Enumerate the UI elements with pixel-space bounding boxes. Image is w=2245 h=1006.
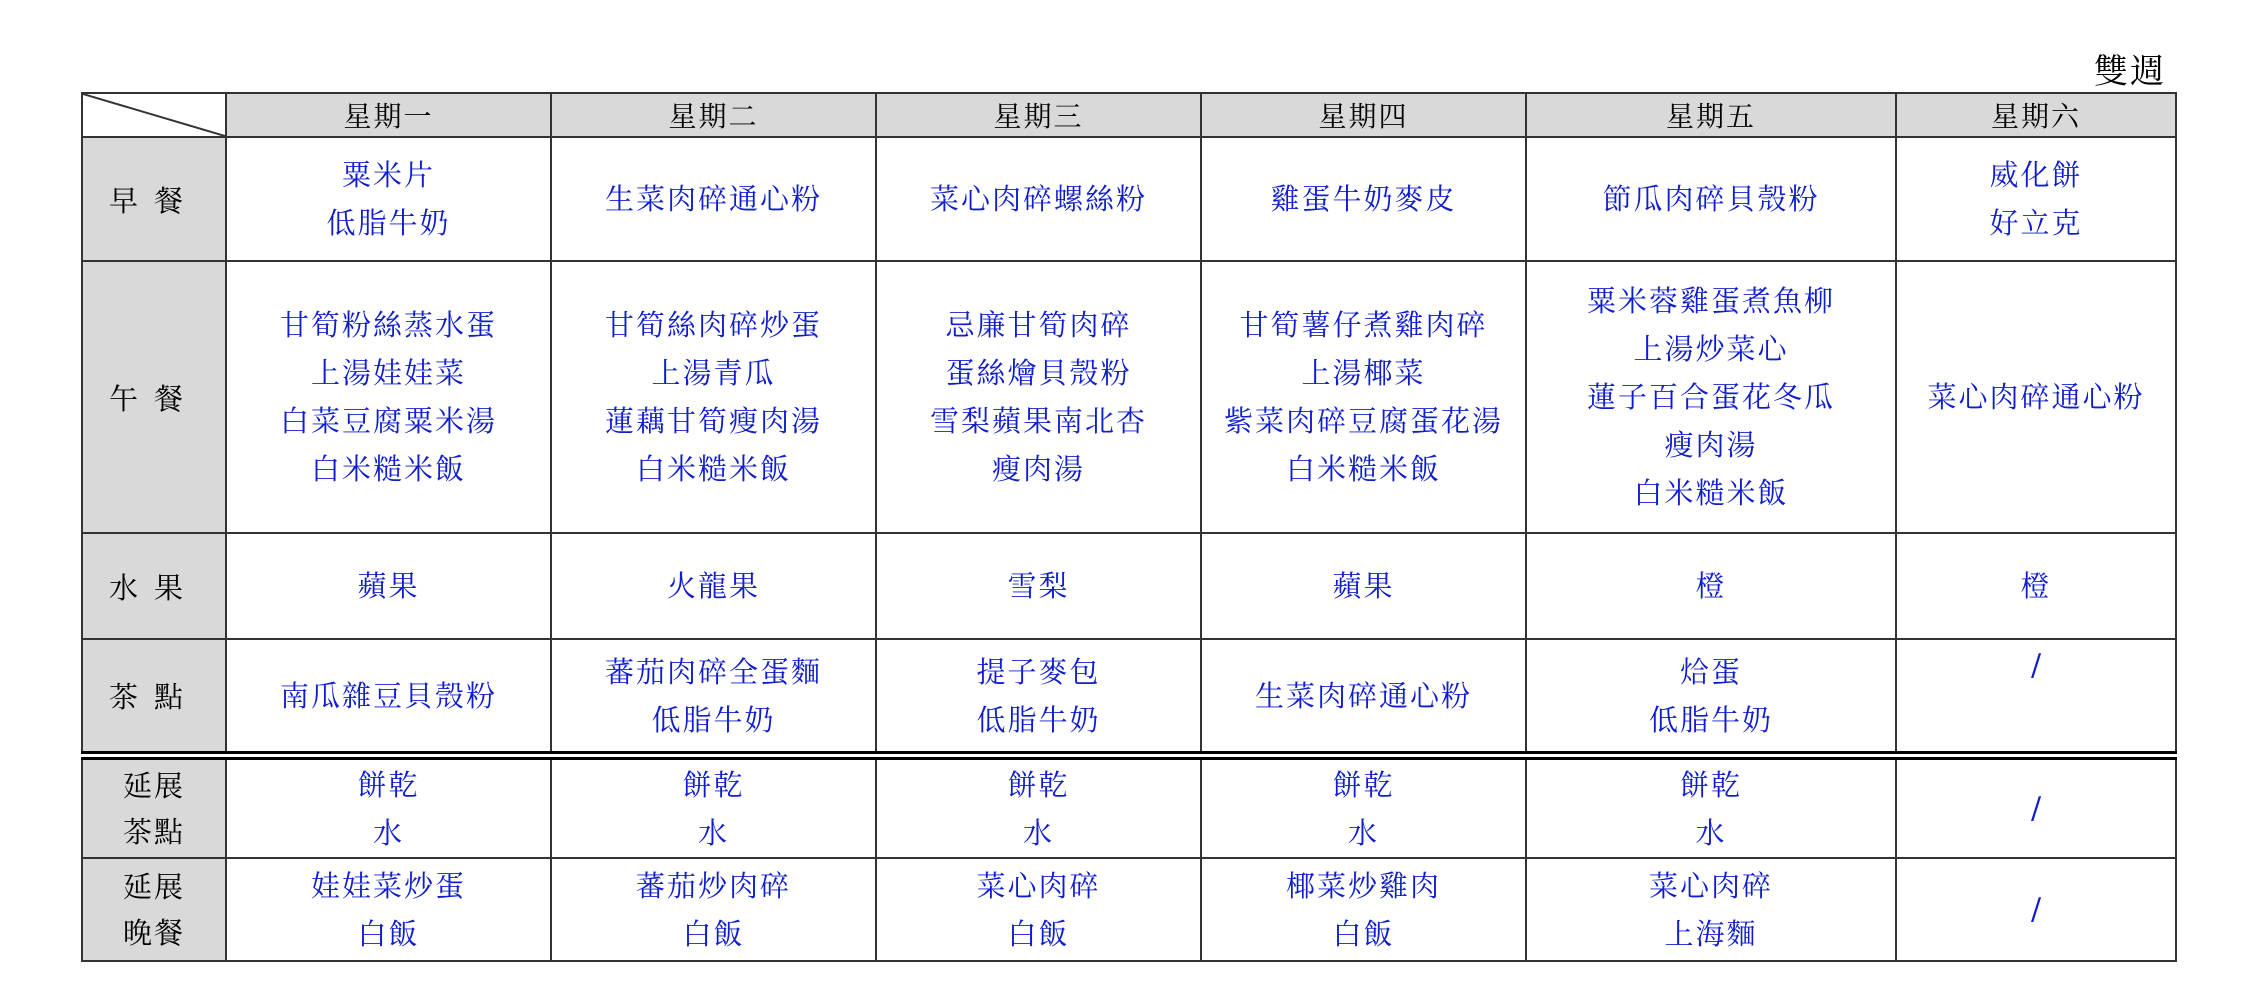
food-item: 白飯 (1007, 916, 1070, 951)
food-item: 好立克 (1989, 206, 2083, 240)
food-item: 上海麵 (1664, 916, 1758, 951)
meal-label-extended-tea (82, 756, 226, 859)
food-item: 粟米蓉雞蛋煮魚柳 (1586, 284, 1835, 318)
food-item: 甘筍粉絲蒸水蛋 (279, 308, 497, 342)
food-item: 低脂牛奶 (651, 702, 776, 737)
menu-cell-extended-tea-tuesday (551, 756, 876, 859)
menu-cell-tea-monday (226, 639, 551, 756)
food-item: 蓮子百合蛋花冬瓜 (1586, 380, 1835, 414)
menu-cell-lunch-friday (1526, 261, 1896, 533)
day-header-saturday: 星期六 (1896, 93, 2176, 137)
meal-row-lunch (82, 261, 2176, 533)
menu-cell-tea-thursday (1201, 639, 1526, 756)
food-item: 忌廉甘筍肉碎 (945, 308, 1132, 342)
food-item: 水 (372, 815, 404, 850)
food-item: 上湯娃娃菜 (310, 356, 466, 390)
food-item: 橙 (2020, 569, 2052, 603)
food-item: 白飯 (682, 916, 745, 951)
food-item: 餅乾 (357, 767, 420, 802)
menu-cell-lunch-wednesday (876, 261, 1201, 533)
menu-cell-lunch-thursday (1201, 261, 1526, 533)
meal-label-lunch: 午餐 (82, 261, 226, 533)
menu-cell-breakfast-thursday (1201, 137, 1526, 261)
food-item: 甘筍薯仔煮雞肉碎 (1239, 308, 1488, 342)
day-header-monday: 星期一 (226, 93, 551, 137)
menu-cell-tea-friday (1526, 639, 1896, 756)
food-item: 烚蛋 (1679, 654, 1742, 689)
food-item: 蕃茄肉碎全蛋麵 (604, 654, 822, 689)
menu-cell-lunch-monday (226, 261, 551, 533)
food-item: 蕃茄炒肉碎 (635, 868, 791, 903)
menu-cell-extended-tea-wednesday (876, 756, 1201, 859)
food-item: 生菜肉碎通心粉 (1254, 678, 1472, 713)
food-item: 白米糙米飯 (635, 452, 791, 486)
food-item: 水 (697, 815, 729, 850)
day-header-friday: 星期五 (1526, 93, 1896, 137)
food-item: 低脂牛奶 (976, 702, 1101, 737)
menu-cell-tea-saturday (1896, 639, 2176, 756)
menu-cell-fruit-saturday (1896, 533, 2176, 639)
food-item: 水 (1695, 815, 1727, 850)
menu-cell-breakfast-tuesday (551, 137, 876, 261)
food-item: 餅乾 (1679, 767, 1742, 802)
food-item: 菜心肉碎螺絲粉 (929, 182, 1147, 216)
meal-row-extended-tea (82, 756, 2176, 859)
food-item: 餅乾 (682, 767, 745, 802)
food-item: 白米糙米飯 (1285, 452, 1441, 486)
meal-label-line: 茶點 (122, 814, 185, 849)
food-item: 節瓜肉碎貝殼粉 (1602, 182, 1820, 216)
food-item: 粟米片 (341, 158, 435, 192)
weekly-menu-table (81, 92, 2177, 962)
day-header-wednesday: 星期三 (876, 93, 1201, 137)
meal-label-fruit: 水果 (82, 533, 226, 639)
menu-cell-extended-dinner-tuesday (551, 858, 876, 961)
food-item: 餅乾 (1007, 767, 1070, 802)
food-item: 白飯 (1332, 916, 1395, 951)
menu-cell-fruit-wednesday (876, 533, 1201, 639)
food-item: 白米糙米飯 (310, 452, 466, 486)
menu-cell-lunch-tuesday (551, 261, 876, 533)
menu-cell-extended-dinner-saturday (1896, 858, 2176, 961)
food-item: 椰菜炒雞肉 (1285, 868, 1441, 903)
food-item: 餅乾 (1332, 767, 1395, 802)
meal-label-breakfast: 早餐 (82, 137, 226, 261)
menu-cell-tea-wednesday (876, 639, 1201, 756)
food-item: 蘋果 (1332, 569, 1395, 603)
no-item-mark: / (2030, 648, 2042, 683)
food-item: 南瓜雜豆貝殼粉 (279, 678, 497, 713)
meal-row-breakfast (82, 137, 2176, 261)
food-item: 上湯椰菜 (1301, 356, 1426, 390)
food-item: 菜心肉碎通心粉 (1927, 380, 2145, 414)
food-item: 低脂牛奶 (326, 206, 451, 240)
food-item: 雪梨蘋果南北杏 (929, 404, 1147, 438)
food-item: 威化餅 (1989, 158, 2083, 192)
week-label: 雙週 (2094, 52, 2166, 92)
meal-label-extended-dinner (82, 858, 226, 961)
food-item: 水 (1022, 815, 1054, 850)
meal-label-line: 延展 (122, 768, 185, 803)
day-header-thursday: 星期四 (1201, 93, 1526, 137)
menu-cell-fruit-tuesday (551, 533, 876, 639)
food-item: 雞蛋牛奶麥皮 (1270, 182, 1457, 216)
food-item: 橙 (1695, 569, 1727, 603)
food-item: 蘋果 (357, 569, 420, 603)
menu-cell-breakfast-saturday (1896, 137, 2176, 261)
meal-row-fruit (82, 533, 2176, 639)
food-item: 瘦肉湯 (1664, 428, 1758, 462)
menu-cell-fruit-monday (226, 533, 551, 639)
food-item: 雪梨 (1007, 569, 1070, 603)
food-item: 甘筍絲肉碎炒蛋 (604, 308, 822, 342)
menu-cell-extended-tea-monday (226, 756, 551, 859)
meal-label-tea: 茶點 (82, 639, 226, 756)
menu-cell-fruit-thursday (1201, 533, 1526, 639)
corner-cell (82, 93, 226, 137)
food-item: 菜心肉碎 (1648, 868, 1773, 903)
day-header-row (82, 93, 2176, 137)
menu-cell-extended-dinner-friday (1526, 858, 1896, 961)
food-item: 水 (1347, 815, 1379, 850)
no-item-mark: / (2030, 791, 2042, 826)
food-item: 上湯炒菜心 (1633, 332, 1789, 366)
food-item: 紫菜肉碎豆腐蛋花湯 (1223, 404, 1503, 438)
menu-cell-breakfast-monday (226, 137, 551, 261)
no-item-mark: / (2030, 892, 2042, 927)
food-item: 白飯 (357, 916, 420, 951)
menu-cell-tea-tuesday (551, 639, 876, 756)
food-item: 低脂牛奶 (1648, 702, 1773, 737)
food-item: 火龍果 (666, 569, 760, 603)
meal-label-line: 晚餐 (122, 915, 185, 950)
food-item: 上湯青瓜 (651, 356, 776, 390)
day-header-tuesday: 星期二 (551, 93, 876, 137)
menu-cell-breakfast-friday (1526, 137, 1896, 261)
food-item: 瘦肉湯 (991, 452, 1085, 486)
menu-cell-extended-dinner-wednesday (876, 858, 1201, 961)
food-item: 生菜肉碎通心粉 (604, 182, 822, 216)
menu-cell-extended-tea-saturday (1896, 756, 2176, 859)
food-item: 白米糙米飯 (1633, 476, 1789, 510)
menu-cell-fruit-friday (1526, 533, 1896, 639)
menu-cell-extended-dinner-thursday (1201, 858, 1526, 961)
food-item: 娃娃菜炒蛋 (310, 868, 466, 903)
diagonal-divider (83, 94, 225, 136)
food-item: 蓮藕甘筍瘦肉湯 (604, 404, 822, 438)
food-item: 菜心肉碎 (976, 868, 1101, 903)
food-item: 白菜豆腐粟米湯 (279, 404, 497, 438)
meal-row-extended-dinner (82, 858, 2176, 961)
meal-label-line: 延展 (122, 869, 185, 904)
menu-cell-extended-dinner-monday (226, 858, 551, 961)
food-item: 提子麥包 (976, 654, 1101, 689)
meal-row-tea (82, 639, 2176, 756)
menu-cell-breakfast-wednesday (876, 137, 1201, 261)
menu-cell-extended-tea-friday (1526, 756, 1896, 859)
menu-cell-lunch-saturday (1896, 261, 2176, 533)
menu-cell-extended-tea-thursday (1201, 756, 1526, 859)
food-item: 蛋絲燴貝殼粉 (945, 356, 1132, 390)
